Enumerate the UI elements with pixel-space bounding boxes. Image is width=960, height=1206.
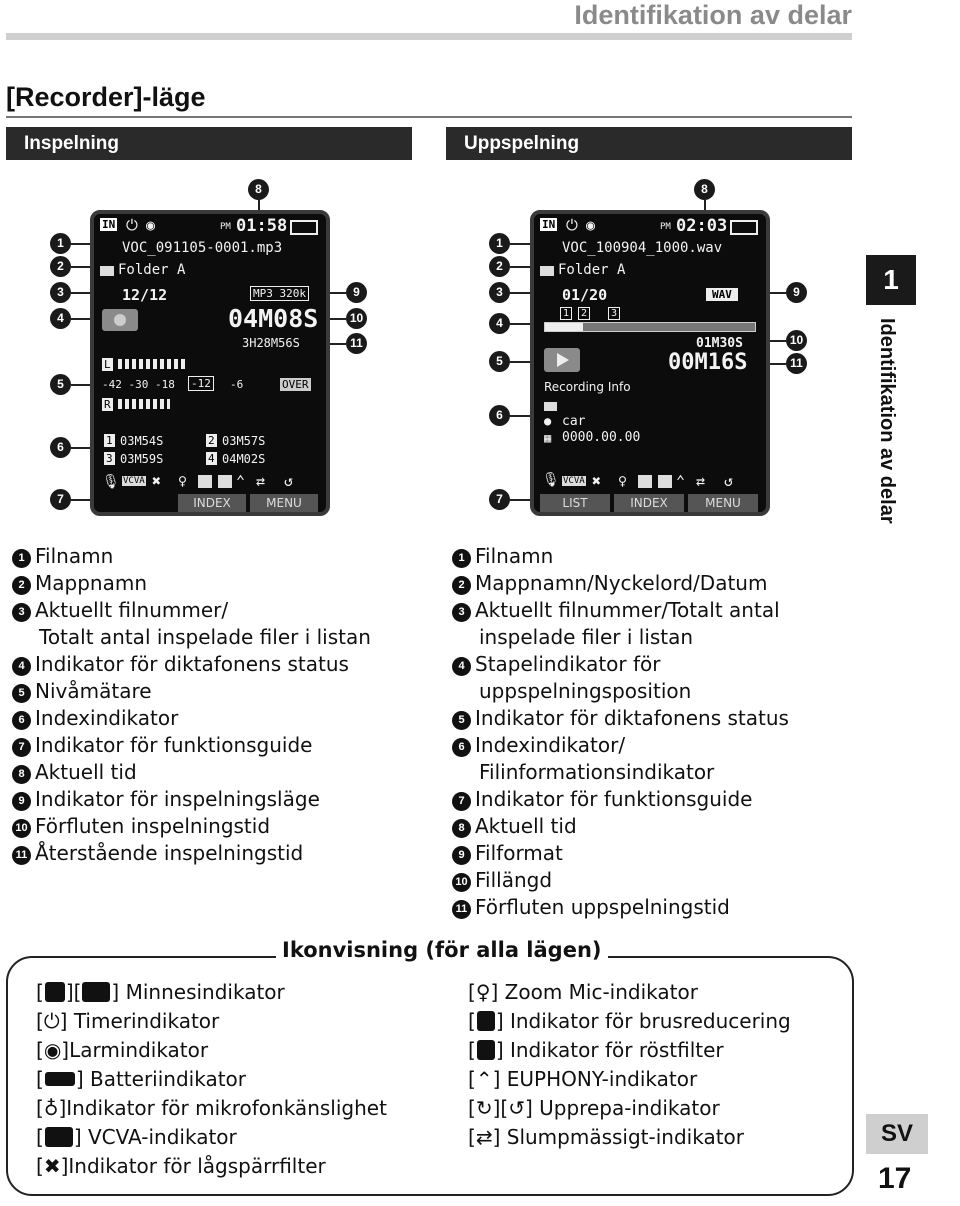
icon-row: [↻][↺] Upprepa-indikator (468, 1096, 720, 1120)
legend-item: 7 Indikator för funktionsguide (12, 732, 432, 759)
legend-number: 7 (12, 738, 31, 757)
callout-8: 8 (248, 179, 269, 200)
index-3-number: 3 (106, 452, 113, 465)
legend-number: 2 (12, 576, 31, 595)
icon-row: [ ] Indikator för röstfilter (468, 1038, 724, 1062)
legend-number: 4 (452, 657, 471, 676)
rec-remaining-time: 3H28M56S (242, 336, 300, 350)
clock-ampm: PM (660, 222, 671, 232)
section-title: [Recorder]-läge (6, 82, 206, 112)
euphony-icon: ⌃ (676, 472, 686, 490)
meter-scale: -42 -30 -18 (102, 378, 175, 391)
legend-number: 8 (12, 765, 31, 784)
level-meter-right (118, 399, 170, 409)
icon-row: [⇄] Slumpmässigt-indikator (468, 1125, 745, 1149)
index-mark-1: 1 (560, 307, 572, 320)
playback-band: Uppspelning (446, 127, 852, 160)
folder-info-icon (544, 402, 557, 411)
legend-number: 9 (452, 846, 471, 865)
chapter-tab: 1 (866, 255, 916, 305)
legend-number: 5 (12, 684, 31, 703)
mic-input-badge: IN (542, 218, 556, 231)
mic-sensitivity-icon: 🎙 (542, 472, 560, 488)
level-meter-left (118, 359, 186, 369)
date-value: 0000.00.00 (562, 430, 641, 445)
file-format-badge: WAV (706, 288, 738, 301)
index-2-time: 03M57S (222, 434, 266, 448)
legend-number: 1 (12, 549, 31, 568)
random-icon: ⇄ (256, 472, 266, 490)
legend-item: 10 Fillängd (452, 867, 862, 894)
legend-item: 7 Indikator för funktionsguide (452, 786, 862, 813)
timer-icon: ⏻ (566, 216, 578, 234)
index-1-time: 03M54S (120, 434, 164, 448)
legend-item: 8 Aktuell tid (12, 759, 432, 786)
playback-position-bar (544, 322, 756, 332)
index-mark-2: 2 (578, 307, 590, 320)
icon-row: [♀] Zoom Mic-indikator (468, 980, 698, 1004)
callout-1: 1 (50, 233, 71, 254)
over-indicator: OVER (282, 378, 309, 391)
callout-6: 6 (489, 405, 510, 426)
memory-card-icon (82, 982, 110, 1002)
legend-item: 2 Mappnamn/Nyckelord/Datum (452, 570, 862, 597)
rec-mode-badge: MP3 320k (250, 286, 309, 301)
icon-row: [ ] Batteriindikator (36, 1067, 246, 1091)
index-2-number: 2 (208, 434, 215, 447)
recording-info-title: Recording Info (544, 380, 631, 394)
noise-cancel-icon (477, 1011, 495, 1031)
zoom-mic-icon: ♀ (178, 472, 188, 490)
legend-item: 2 Mappnamn (12, 570, 432, 597)
icon-legend-title: Ikonvisning (för alla lägen) (276, 938, 608, 962)
play-menu-button[interactable]: MENU (688, 494, 758, 512)
mic-sensitivity-icon: ♁ (43, 1096, 59, 1120)
index-mark-3: 3 (608, 307, 620, 320)
callout-11: 11 (346, 333, 367, 354)
folder-icon (100, 266, 114, 276)
rec-index-button[interactable]: INDEX (178, 494, 246, 512)
play-filename: VOC_100904_1000.wav (562, 240, 723, 256)
icon-row: [◉]Larmindikator (36, 1038, 209, 1062)
legend-number: 2 (452, 576, 471, 595)
legend-item: 9 Filformat (452, 840, 862, 867)
icon-row: [♁]Indikator för mikrofonkänslighet (36, 1096, 387, 1120)
icon-row: [✖]Indikator för lågspärrfilter (36, 1154, 326, 1178)
callout-10: 10 (786, 330, 807, 351)
index-4-time: 04M02S (222, 452, 266, 466)
voice-filter-icon (218, 475, 232, 488)
euphony-icon: ⌃ (236, 472, 246, 490)
legend-item: 1 Filnamn (12, 543, 432, 570)
random-icon: ⇄ (475, 1125, 493, 1149)
icon-row: [ ] Indikator för brusreducering (468, 1009, 791, 1033)
level-marker: -12 (188, 376, 214, 391)
icon-row: [ ] VCVA-indikator (36, 1125, 237, 1149)
legend-number: 5 (452, 711, 471, 730)
legend-item: 11 Återstående inspelningstid (12, 840, 432, 867)
zoom-mic-icon: ♀ (618, 472, 628, 490)
folder-icon (540, 266, 554, 276)
callout-9: 9 (346, 282, 367, 303)
alarm-icon: ◉ (586, 216, 596, 234)
legend-item: 3 Aktuellt filnummer/ (12, 597, 432, 624)
callout-7: 7 (489, 489, 510, 510)
callout-5: 5 (489, 351, 510, 372)
play-file-counter: 01/20 (562, 286, 608, 304)
rec-filename: VOC_091105-0001.mp3 (122, 240, 283, 256)
legend-number: 11 (12, 846, 31, 865)
recorder-status-icon (102, 309, 138, 331)
clock-time: 01:58 (236, 216, 288, 236)
repeat-all-icon: ↻ (475, 1096, 493, 1120)
legend-number: 7 (452, 792, 471, 811)
legend-number: 6 (12, 711, 31, 730)
timer-icon: ⏻ (43, 1009, 60, 1033)
playback-legend (452, 543, 862, 921)
play-folder: Folder A (558, 262, 626, 278)
calendar-icon: ▦ (544, 431, 552, 445)
index-1-number: 1 (106, 434, 113, 447)
playback-screen (530, 210, 770, 516)
index-4-number: 4 (208, 452, 215, 465)
meter-right-label: R (104, 398, 111, 411)
legend-number: 1 (452, 549, 471, 568)
callout-10: 10 (346, 308, 367, 329)
callout-3: 3 (50, 282, 71, 303)
legend-item: 9 Indikator för inspelningsläge (12, 786, 432, 813)
clock-ampm: PM (220, 222, 231, 232)
icon-row: [⌃] EUPHONY-indikator (468, 1067, 698, 1091)
recording-band: Inspelning (6, 127, 412, 160)
mic-input-badge: IN (102, 218, 116, 231)
legend-item: 5 Nivåmätare (12, 678, 432, 705)
callout-2: 2 (50, 256, 71, 277)
keyword-icon: ● (544, 414, 552, 428)
legend-item: 6 Indexindikator/ (452, 732, 862, 759)
voice-filter-icon (658, 475, 672, 488)
callout-2: 2 (489, 256, 510, 277)
zoom-mic-icon: ♀ (475, 980, 491, 1004)
vcva-icon (45, 1127, 73, 1147)
rec-file-counter: 12/12 (122, 286, 168, 304)
play-index-button[interactable]: INDEX (614, 494, 684, 512)
legend-number: 8 (452, 819, 471, 838)
legend-item-cont: uppspelningsposition (479, 679, 692, 703)
file-length: 01M30S (696, 336, 743, 351)
rec-folder: Folder A (118, 262, 186, 278)
alarm-icon: ◉ (43, 1038, 62, 1062)
legend-item: 3 Aktuellt filnummer/Totalt antal (452, 597, 862, 624)
section-divider (6, 116, 852, 118)
keyword-value: car (562, 414, 586, 429)
callout-9: 9 (786, 282, 807, 303)
legend-item: 11 Förfluten uppspelningstid (452, 894, 862, 921)
noise-cancel-icon (198, 475, 212, 488)
callout-3: 3 (489, 282, 510, 303)
legend-number: 4 (12, 657, 31, 676)
callout-4: 4 (50, 308, 71, 329)
play-status-icon (544, 348, 580, 372)
legend-item-cont: Totalt antal inspelade filer i listan (39, 625, 371, 649)
page-header-title: Identifikation av delar (574, 0, 852, 30)
legend-number: 6 (452, 738, 471, 757)
icon-row: [ ][ ] Minnesindikator (36, 980, 285, 1004)
callout-11: 11 (786, 353, 807, 374)
legend-number: 9 (12, 792, 31, 811)
play-list-button[interactable]: LIST (540, 494, 610, 512)
header-bar (6, 33, 852, 40)
callout-8: 8 (694, 179, 715, 200)
rec-menu-button[interactable]: MENU (250, 494, 318, 512)
low-cut-filter-icon: ✖ (592, 472, 602, 490)
vcva-icon: VCVA (123, 476, 145, 486)
legend-item: 5 Indikator för diktafonens status (452, 705, 862, 732)
legend-number: 10 (452, 873, 471, 892)
page-number: 17 (878, 1162, 912, 1195)
mic-sensitivity-icon: 🎙 (102, 474, 120, 490)
repeat-icon: ↺ (724, 472, 734, 490)
callout-6: 6 (50, 437, 71, 458)
legend-item: 10 Förfluten inspelningstid (12, 813, 432, 840)
random-icon: ⇄ (696, 472, 706, 490)
icon-legend-right (468, 978, 791, 1152)
vcva-icon: VCVA (563, 476, 585, 486)
callout-1: 1 (489, 233, 510, 254)
low-cut-filter-icon: ✖ (43, 1154, 61, 1178)
voice-filter-icon (477, 1040, 495, 1060)
memory-internal-icon (45, 982, 65, 1002)
play-elapsed-time: 00M16S (668, 350, 748, 375)
legend-item: 8 Aktuell tid (452, 813, 862, 840)
legend-item: 1 Filnamn (452, 543, 862, 570)
euphony-icon: ⌃ (475, 1067, 493, 1091)
timer-icon: ⏻ (126, 216, 138, 234)
index-3-time: 03M59S (120, 452, 164, 466)
legend-item: 6 Indexindikator (12, 705, 432, 732)
icon-legend-left (36, 978, 387, 1181)
legend-number: 3 (452, 603, 471, 622)
meter-scale-6: -6 (230, 378, 244, 391)
playback-position-fill (545, 323, 583, 331)
icon-row: [⏻] Timerindikator (36, 1009, 220, 1033)
legend-item: 4 Indikator för diktafonens status (12, 651, 432, 678)
recording-screen (90, 210, 330, 516)
repeat-one-icon: ↺ (508, 1096, 525, 1120)
meter-left-label: L (104, 358, 111, 371)
clock-time: 02:03 (676, 216, 728, 236)
recording-legend (12, 543, 432, 867)
legend-number: 10 (12, 819, 31, 838)
alarm-icon: ◉ (146, 216, 156, 234)
legend-item-cont: Filinformationsindikator (479, 760, 715, 784)
noise-cancel-icon (638, 475, 652, 488)
battery-icon (45, 1072, 75, 1086)
chapter-side-label: Identifikation av delar (876, 318, 898, 524)
language-badge: SV (866, 1114, 928, 1154)
rec-elapsed-time: 04M08S (228, 304, 319, 333)
battery-icon (730, 220, 758, 235)
callout-4: 4 (489, 313, 510, 334)
low-cut-filter-icon: ✖ (152, 472, 162, 490)
legend-number: 11 (452, 900, 471, 919)
legend-item: 4 Stapelindikator för (452, 651, 862, 678)
legend-number: 3 (12, 603, 31, 622)
repeat-icon: ↺ (284, 472, 294, 490)
callout-7: 7 (50, 489, 71, 510)
battery-icon (290, 220, 318, 235)
callout-5: 5 (50, 374, 71, 395)
legend-item-cont: inspelade filer i listan (479, 625, 694, 649)
